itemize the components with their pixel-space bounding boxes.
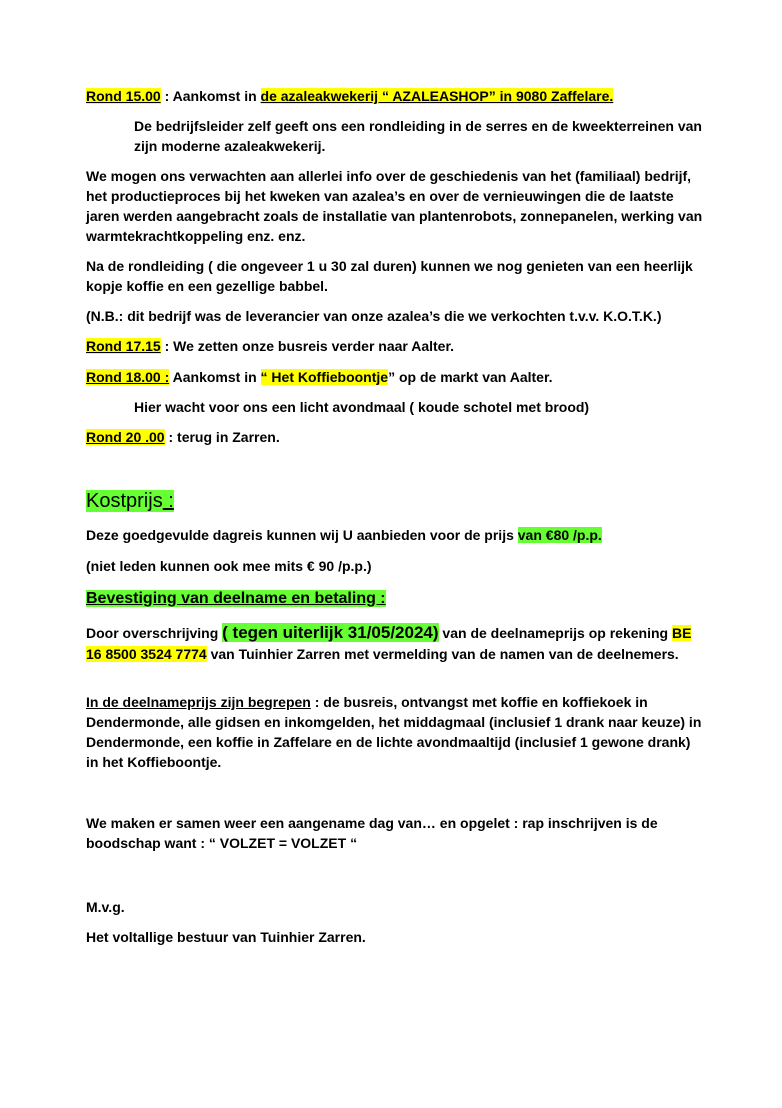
place-koffieboontje: “ Het Koffieboontje [260, 369, 389, 385]
price-line: Deze goedgevulde dagreis kunnen wij U aanbieden voor de prijs van €80 /p.p. [86, 527, 602, 543]
tour-description: De bedrijfsleider zelf geeft ons een rondleiding in de serres en de kweekterreinen van zijn moderne azaleakwekerij. [134, 118, 702, 154]
info-paragraph: We mogen ons verwachten aan allerlei info over de geschiedenis van het (familiaal) bedrijf, het productieproces bij het kweken van azalea’s en over de vernieuwingen die de laatste jaren werden aangebracht zoals de installatie van plantenrobots, zonnepanelen, werking van warmtekrachtkoppeling enz. enz. [86, 168, 703, 244]
deadline-highlight: ( tegen uiterlijk 31/05/2024) [222, 623, 439, 642]
after-tour-paragraph: Na de rondleiding ( die ongeveer 1 u 30 zal duren) kunnen we nog genieten van een heerlijk kopje koffie en een gezellige babbel. [86, 258, 693, 294]
schedule-2000: Rond 20 .00 : terug in Zarren. [86, 429, 280, 445]
nonmembers-price: (niet leden kunnen ook mee mits € 90 /p.p.) [86, 558, 372, 574]
signature: Het voltallige bestuur van Tuinhier Zarren. [86, 929, 366, 945]
schedule-1715: Rond 17.15 : We zetten onze busreis verder naar Aalter. [86, 338, 455, 354]
closing-paragraph: We maken er samen weer een aangename dag van… en opgelet : rap inschrijven is de boodschap want : “ VOLZET = VOLZET “ [86, 815, 658, 851]
bevestiging-heading: Bevestiging van deelname en betaling : [86, 590, 386, 607]
price-highlight: van €80 /p.p. [517, 527, 602, 543]
place-azaleashop: de azaleakwekerij “ AZALEASHOP” in 9080 Zaffelare. [260, 88, 614, 104]
included-label: In de deelnameprijs zijn begrepen [86, 694, 311, 710]
time-1800: Rond 18.00 : [86, 369, 170, 385]
time-2000: Rond 20 .00 [86, 429, 165, 445]
time-1715: Rond 17.15 [86, 338, 161, 354]
kostprijs-heading: Kostprijs : [86, 490, 174, 512]
schedule-1800: Rond 18.00 : Aankomst in “ Het Koffieboontje” op de markt van Aalter. [86, 369, 553, 385]
nb-note: (N.B.: dit bedrijf was de leverancier van onze azalea’s die we verkochten t.v.v. K.O.T.K.) [86, 308, 662, 324]
payment-paragraph: Door overschrijving ( tegen uiterlijk 31/05/2024) van de deelnameprijs op rekening BE 16 8500 3524 7774 van Tuinhier Zarren met vermelding van de namen van de deelnemers. [86, 623, 692, 662]
included-paragraph: In de deelnameprijs zijn begrepen : de busreis, ontvangst met koffie en koffiekoek in Dendermonde, alle gidsen en inkomgelden, het middagmaal (inclusief 1 drank naar keuze) in Dendermonde, een koffie in Zaffelare en de lichte avondmaaltijd (inclusief 1 gewone drank) in het Koffieboontje. [86, 694, 702, 770]
dinner-description: Hier wacht voor ons een licht avondmaal ( koude schotel met brood) [134, 399, 590, 415]
iban-highlight: BE 16 8500 3524 7774 [86, 625, 692, 662]
greeting: M.v.g. [86, 899, 125, 915]
schedule-1500: Rond 15.00 : Aankomst in de azaleakwekerij “ AZALEASHOP” in 9080 Zaffelare. [86, 88, 614, 104]
time-1500: Rond 15.00 [86, 88, 161, 104]
